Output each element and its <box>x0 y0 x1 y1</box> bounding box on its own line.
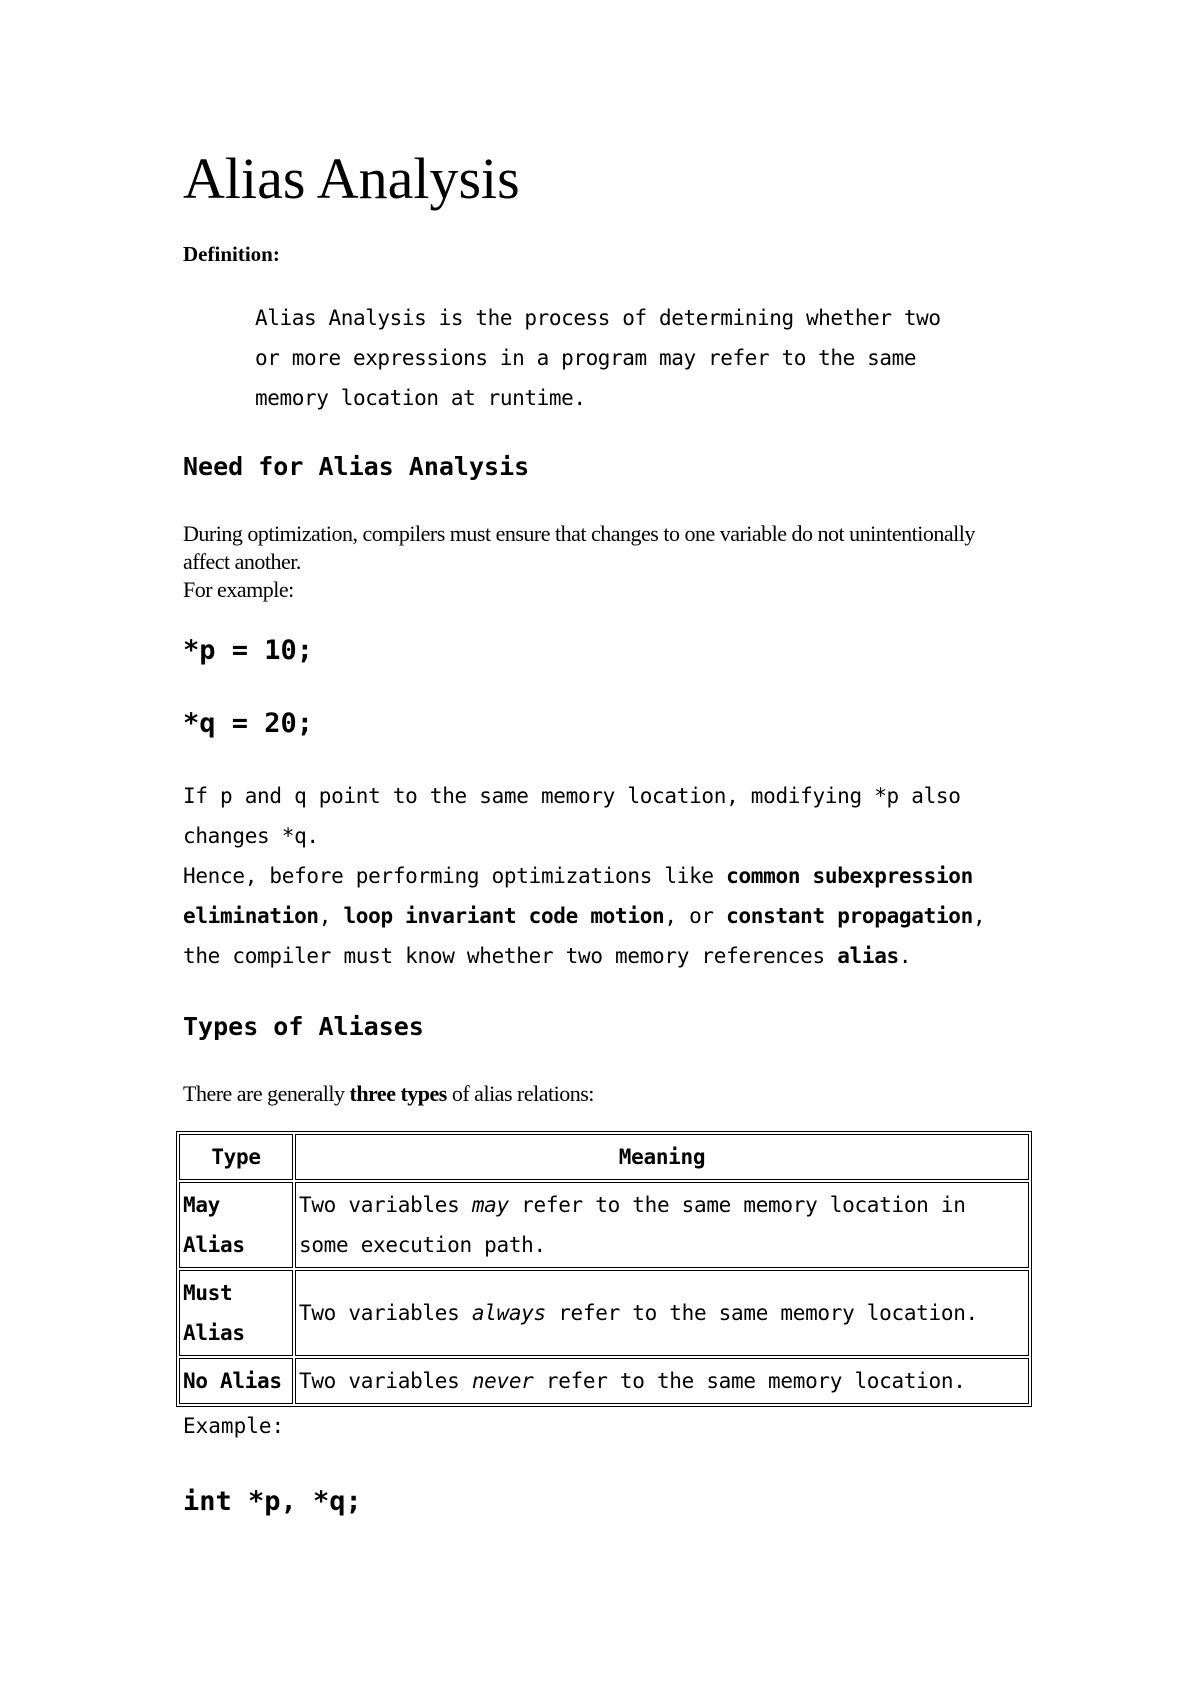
types-intro-pre: There are generally <box>183 1081 350 1106</box>
types-heading: Types of Aliases <box>183 1012 424 1041</box>
opt-constant-propagation: constant propagation <box>726 904 973 928</box>
definition-text: Alias Analysis is the process of determining whether two or more expressions in a program may refer to the same memory location at runtime. <box>255 306 941 410</box>
types-intro-post: of alias relations: <box>446 1081 594 1106</box>
alias-word: alias <box>837 944 899 968</box>
type-cell-must-alias: Must Alias <box>179 1270 293 1356</box>
table-row <box>179 1270 1029 1356</box>
need-intro <box>183 520 983 604</box>
types-intro <box>183 1080 594 1108</box>
table-row <box>179 1358 1029 1404</box>
meaning-emphasis: always <box>471 1301 546 1325</box>
need-intro-line2: For example: <box>183 577 294 602</box>
meaning-post: refer to the same memory location. <box>545 1301 978 1325</box>
type-cell-no-alias: No Alias <box>179 1358 293 1404</box>
meaning-cell-must-alias <box>295 1270 1029 1356</box>
meaning-post: refer to the same memory location in some execution path. <box>299 1193 966 1257</box>
code-line-2: *q = 20; <box>183 708 314 739</box>
table-row <box>179 1182 1029 1268</box>
page-title: Alias Analysis <box>183 146 520 211</box>
explain-line-2-pre: Hence, before performing optimizations like <box>183 864 727 888</box>
meaning-cell-may-alias <box>295 1182 1029 1268</box>
header-meaning: Meaning <box>295 1134 1029 1180</box>
meaning-pre: Two variables <box>299 1301 472 1325</box>
meaning-post: refer to the same memory location. <box>533 1369 966 1393</box>
explain-line-2-mid: , the compiler must know whether two memory references <box>183 904 986 968</box>
type-cell-may-alias: May Alias <box>179 1182 293 1268</box>
meaning-pre: Two variables <box>299 1369 472 1393</box>
meaning-pre: Two variables <box>299 1193 472 1217</box>
code-line-3: int *p, *q; <box>183 1486 362 1517</box>
need-heading: Need for Alias Analysis <box>183 452 530 481</box>
header-type: Type <box>179 1134 293 1180</box>
need-explanation <box>183 776 1033 976</box>
meaning-emphasis: may <box>471 1193 509 1217</box>
need-intro-line1: During optimization, compilers must ensure that changes to one variable do not unintentionally affect another. <box>183 521 975 574</box>
explain-line-1: If p and q point to the same memory location, modifying *p also changes *q. <box>183 784 961 848</box>
meaning-emphasis: never <box>471 1369 534 1393</box>
example-label: Example: <box>183 1414 285 1438</box>
explain-line-2-end: . <box>898 944 912 968</box>
definition-label: Definition: <box>183 242 280 266</box>
code-line-1: *p = 10; <box>183 635 314 666</box>
sep-1: , <box>318 904 344 928</box>
meaning-cell-no-alias <box>295 1358 1029 1404</box>
sep-2: , or <box>664 904 727 928</box>
alias-types-table <box>176 1131 1032 1407</box>
types-intro-bold: three types <box>349 1081 447 1106</box>
table-header-row <box>179 1134 1029 1180</box>
opt-loop-invariant: loop invariant code motion <box>343 904 665 928</box>
opt-common-subexpression: common subexpression elimination <box>183 864 973 928</box>
